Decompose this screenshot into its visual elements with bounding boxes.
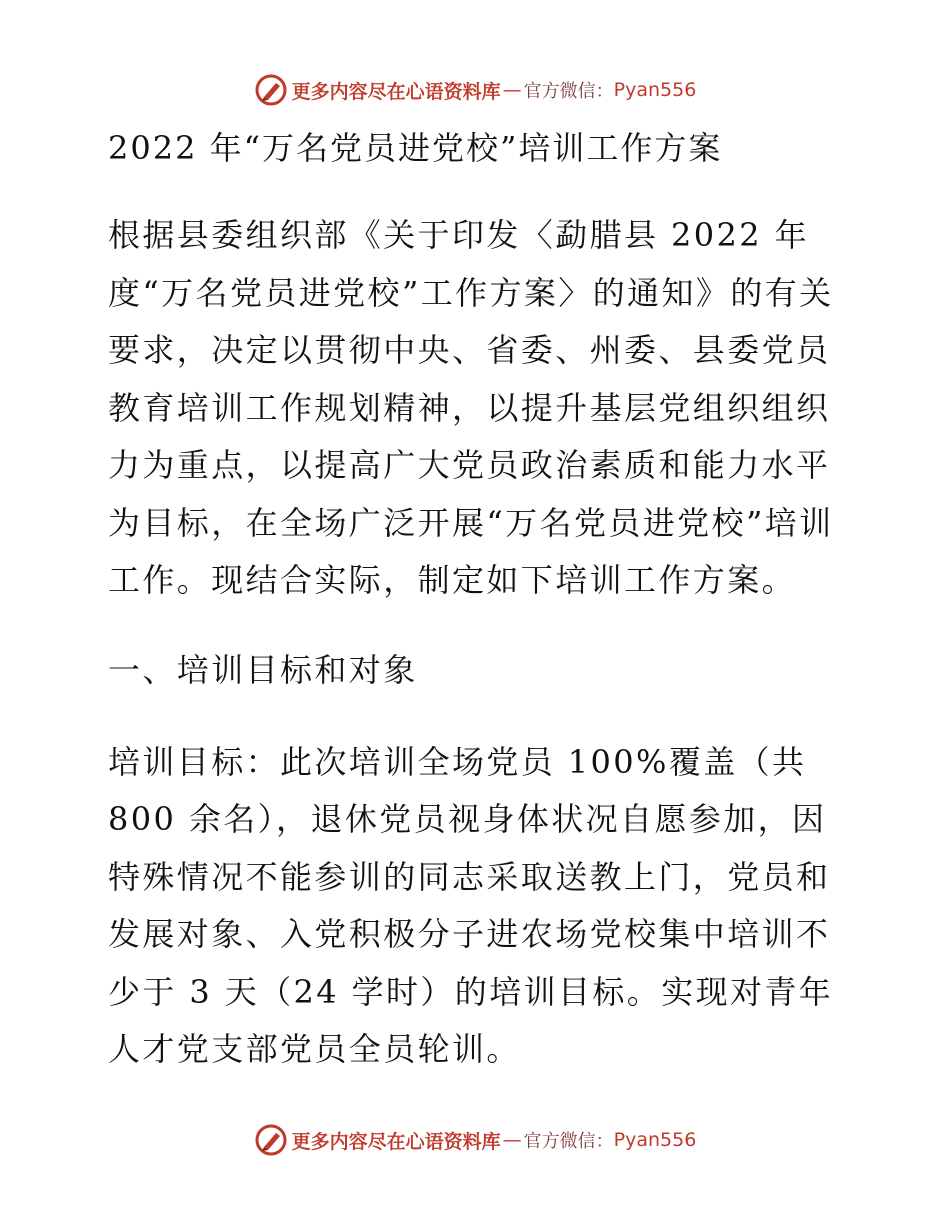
header-banner — [0, 70, 950, 110]
document-body — [96, 124, 856, 1079]
paragraph-training-goal: 培训目标：此次培训全场党员 100%覆盖（共 800 余名），退休党员视身体状况自愿参加，因特殊情况不能参训的同志采取送教上门，党员和发展对象、入党积极分子进农场党校集中培训不少于 3 天（24 学时）的培训目标。实现对青年人才党支部党员全员轮训。 — [108, 742, 834, 1068]
pen-logo-icon — [254, 1123, 288, 1157]
footer-banner — [0, 1120, 950, 1160]
footer-dash: — — [502, 1129, 522, 1151]
pen-logo-icon — [254, 73, 288, 107]
paragraph-intro: 根据县委组织部《关于印发〈勐腊县 2022 年度“万名党员进党校”工作方案〉的通知》的有关要求，决定以贯彻中央、省委、州委、县委党员教育培训工作规划精神，以提升基层党组织组织力为重点，以提高广大党员政治素质和能力水平为目标，在全场广泛开展“万名党员进党校”培训工作。现结合实际，制定如下培训工作方案。 — [108, 216, 834, 599]
section-heading-1: 一、培训目标和对象 — [108, 650, 418, 689]
banner-official-label: 官方微信： — [523, 81, 614, 102]
footer-site-text: 更多内容尽在心语资料库 — [291, 1130, 501, 1153]
footer-wechat-id: Pyan556 — [613, 1129, 697, 1151]
banner-dash: — — [502, 79, 522, 101]
banner-wechat-id: Pyan556 — [613, 79, 697, 101]
document-title: 2022 年“万名党员进党校”培训工作方案 — [108, 129, 723, 167]
footer-official-label: 官方微信： — [523, 1131, 614, 1152]
banner-site-text: 更多内容尽在心语资料库 — [291, 80, 501, 103]
